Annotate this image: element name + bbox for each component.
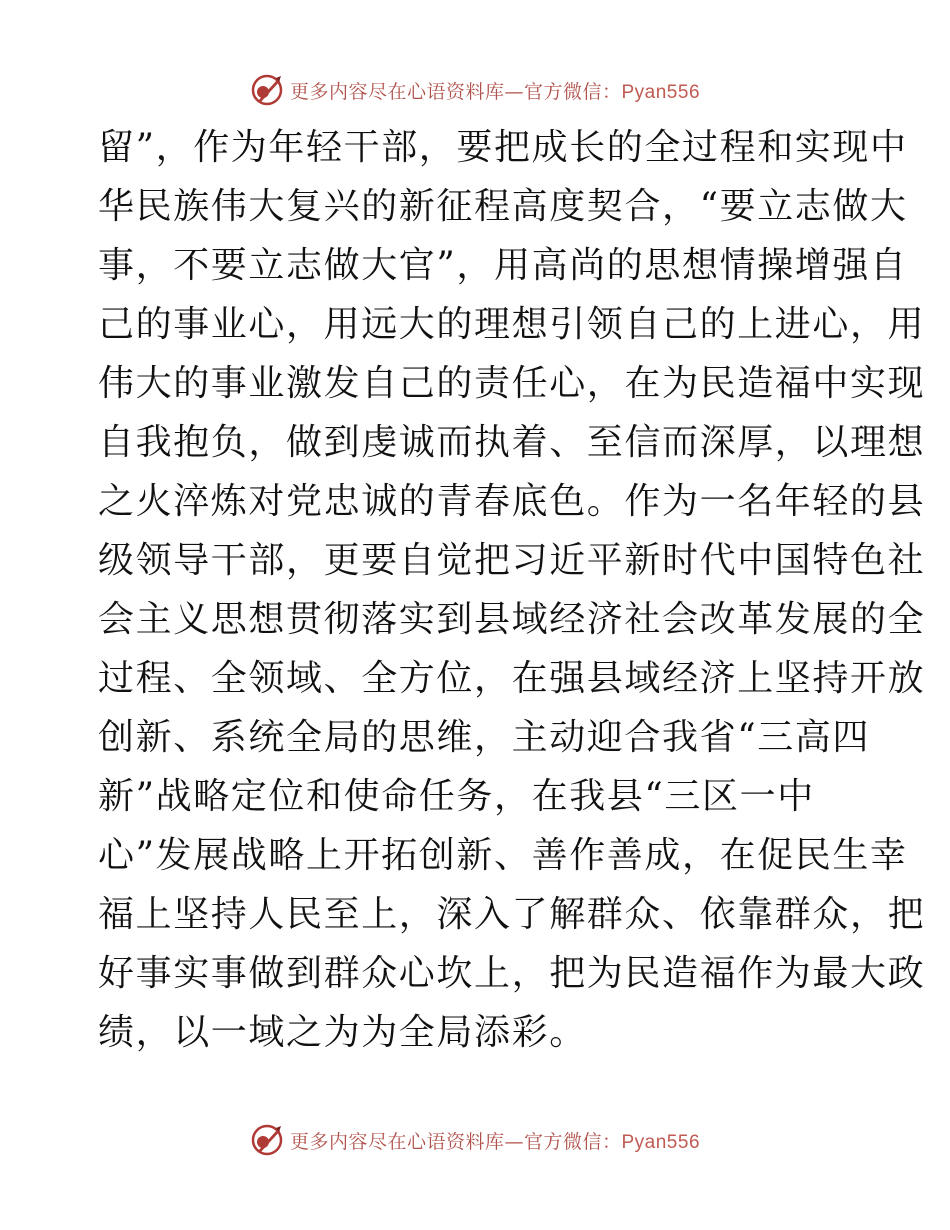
body-line: 绩，以一域之为为全局添彩。: [98, 1012, 587, 1053]
body-line: 过程、全领域、全方位，在强县域经济上坚持开放: [98, 658, 926, 699]
header-wechat-id: Pyan556: [621, 81, 701, 103]
body-line: 己的事业心，用远大的理想引领自己的上进心，用: [98, 304, 926, 345]
body-line: 福上坚持人民至上，深入了解群众、依靠群众，把: [98, 894, 926, 935]
body-line: 会主义思想贯彻落实到县域经济社会改革发展的全: [98, 599, 926, 640]
body-line: 自我抱负，做到虔诚而执着、至信而深厚，以理想: [98, 422, 926, 463]
body-line: 事，不要立志做大官”，用高尚的思想情操增强自: [98, 245, 908, 286]
body-line: 之火淬炼对党忠诚的青春底色。作为一名年轻的县: [98, 481, 926, 522]
document-body: [98, 118, 926, 1062]
body-line: 创新、系统全局的思维，主动迎合我省“三高四: [98, 717, 871, 758]
body-line: 级领导干部，更要自觉把习近平新时代中国特色社: [98, 540, 926, 581]
footer-banner: [0, 1120, 950, 1160]
pen-logo-icon: [250, 73, 284, 107]
footer-text: [290, 1127, 700, 1154]
header-slogan: 更多内容尽在心语资料库—官方微信：: [289, 80, 622, 103]
body-line: 新”战略定位和使命任务，在我县“三区一中: [98, 776, 815, 817]
footer-wechat-id: Pyan556: [621, 1131, 701, 1153]
footer-slogan: 更多内容尽在心语资料库—官方微信：: [289, 1130, 622, 1153]
body-line: 伟大的事业激发自己的责任心，在为民造福中实现: [98, 363, 926, 404]
body-line: 心”发展战略上开拓创新、善作善成，在促民生幸: [98, 835, 908, 876]
body-line: 留”，作为年轻干部，要把成长的全过程和实现中: [98, 127, 908, 168]
header-banner: [0, 70, 950, 110]
body-line: 好事实事做到群众心坎上，把为民造福作为最大政: [98, 953, 926, 994]
body-line: 华民族伟大复兴的新征程高度契合，“要立志做大: [98, 186, 908, 227]
pen-logo-icon: [250, 1123, 284, 1157]
header-text: [290, 77, 700, 104]
